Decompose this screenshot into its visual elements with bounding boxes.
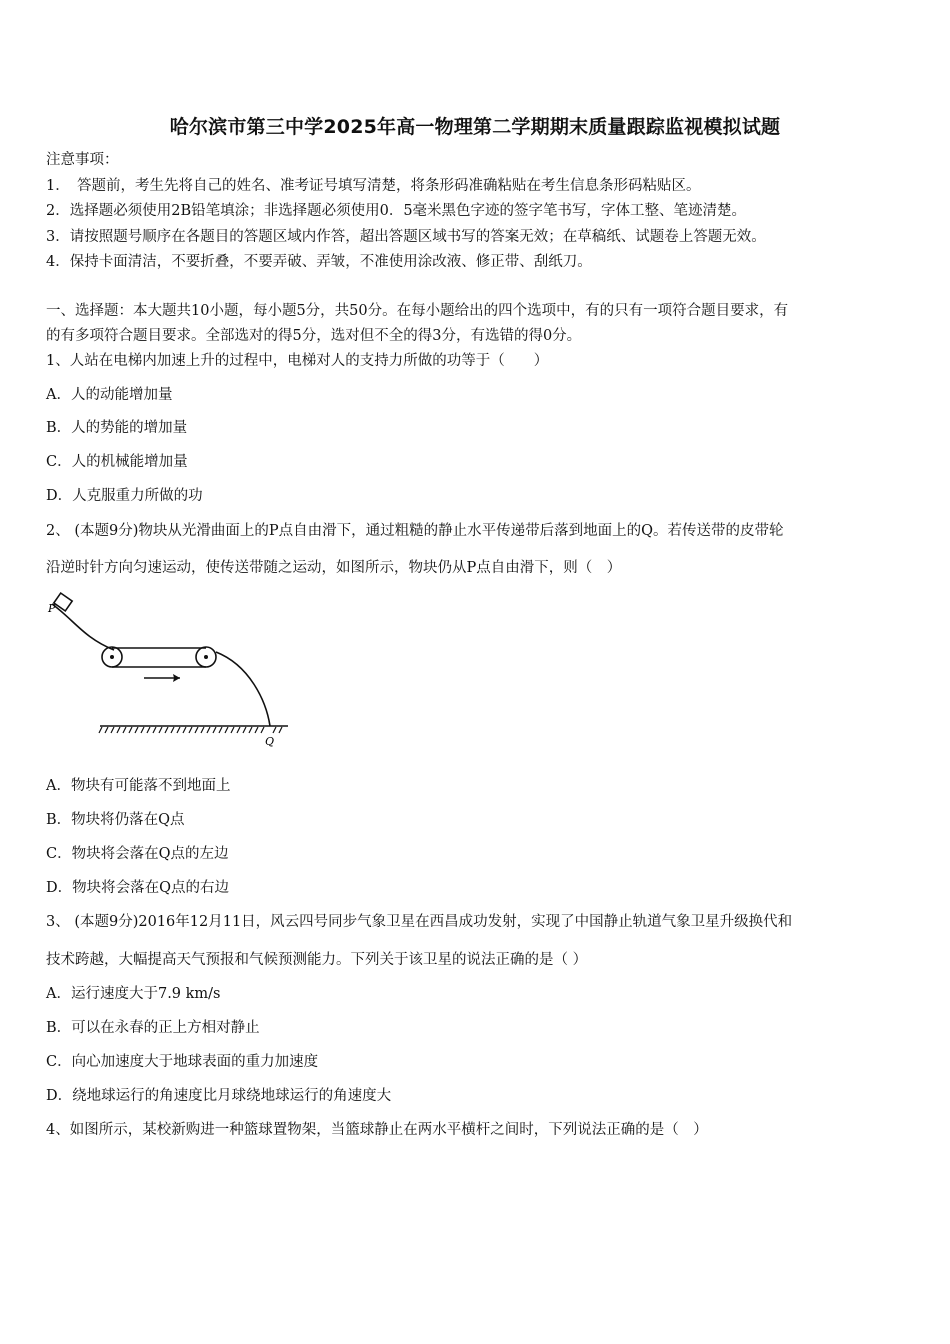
right-wheel-axle [204,655,208,659]
q3-option-b: B．可以在永春的正上方相对静止 [46,1020,260,1036]
notice-item-1: 1． 答题前，考生先将自己的姓名、准考证号填写清楚，将条形码准确粘贴在考生信息条形码粘贴区。 [46,178,701,194]
q3-stem-line-1: 3、 (本题9分)2016年12月11日，风云四号同步气象卫星在西昌成功发射，实现了中国静止轨道气象卫星升级换代和 [46,914,793,930]
label-p: P [48,602,56,615]
section-intro-line-2: 的有多项符合题目要求。全部选对的得5分，选对但不全的得3分，有选错的得0分。 [46,328,582,344]
page-title: 哈尔滨市第三中学2025年高一物理第二学期期末质量跟踪监视模拟试题 [169,116,781,138]
q2-option-a: A．物块有可能落不到地面上 [46,778,231,794]
conveyor-belt-figure [44,590,294,750]
q2-stem-line-2: 沿逆时针方向匀速运动，使传送带随之运动，如图所示，物块仍从P点自由滑下，则（ ） [46,560,622,576]
left-wheel-axle [110,655,114,659]
q2-option-b: B．物块将仍落在Q点 [46,812,185,828]
q3-option-c: C．向心加速度大于地球表面的重力加速度 [46,1054,319,1070]
q1-stem: 1、人站在电梯内加速上升的过程中，电梯对人的支持力所做的功等于（ ） [46,353,549,369]
section-intro-line-1: 一、选择题：本大题共10小题，每小题5分，共50分。在每小题给出的四个选项中，有的只有一项符合题目要求，有 [46,303,789,319]
direction-arrow [144,674,180,682]
q2-option-d: D．物块将会落在Q点的右边 [46,880,230,896]
q1-option-d: D．人克服重力所做的功 [46,488,203,504]
q1-option-b: B．人的势能的增加量 [46,420,188,436]
curved-slope [52,604,114,650]
notice-item-4: 4．保持卡面清洁，不要折叠，不要弄破、弄皱，不准使用涂改液、修正带、刮纸刀。 [46,254,592,270]
q2-stem-line-1: 2、 (本题9分)物块从光滑曲面上的P点自由滑下，通过粗糙的静止水平传递带后落到地面上的Q。若传送带的皮带轮 [46,523,784,539]
notice-item-2: 2．选择题必须使用2B铅笔填涂；非选择题必须使用0．5毫米黑色字迹的签字笔书写，字体工整、笔迹清楚。 [46,203,747,219]
notice-heading: 注意事项： [46,152,119,168]
trajectory [216,652,270,726]
label-q: Q [265,735,275,748]
q3-option-d: D．绕地球运行的角速度比月球绕地球运行的角速度大 [46,1088,392,1104]
ground-hatching [99,727,282,733]
q3-stem-line-2: 技术跨越，大幅提高天气预报和气候预测能力。下列关于该卫星的说法正确的是（ ） [46,952,588,968]
q2-option-c: C．物块将会落在Q点的左边 [46,846,229,862]
q3-option-a: A．运行速度大于7.9 km/s [46,986,221,1002]
q1-option-c: C．人的机械能增加量 [46,454,188,470]
q1-option-a: A．人的动能增加量 [46,387,173,403]
notice-item-3: 3．请按照题号顺序在各题目的答题区域内作答，超出答题区域书写的答案无效；在草稿纸、试题卷上答题无效。 [46,229,766,245]
q4-stem: 4、如图所示，某校新购进一种篮球置物架，当篮球静止在两水平横杆之间时，下列说法正确的是（ ） [46,1122,708,1138]
